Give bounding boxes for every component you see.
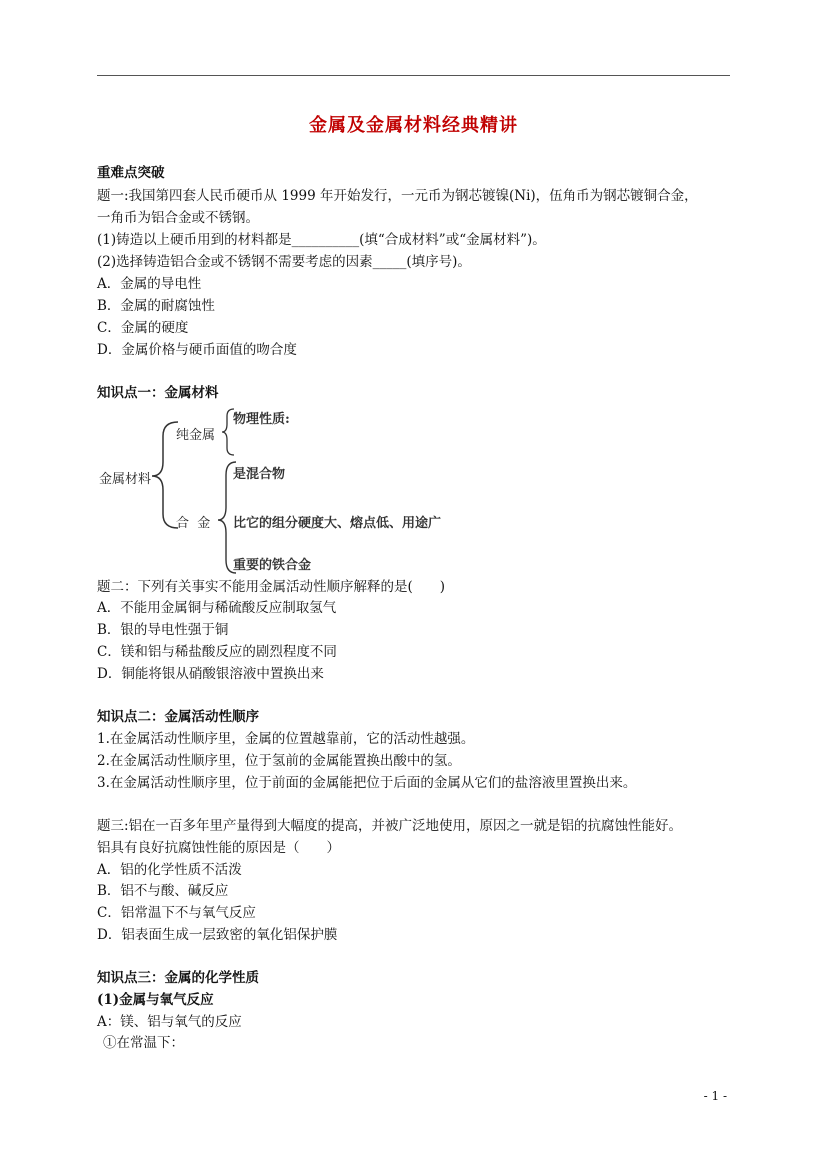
page-number: - 1 - bbox=[703, 1089, 727, 1103]
q1-option-d: D．金属价格与硬币面值的吻合度 bbox=[97, 342, 297, 358]
q3-option-a: A．铝的化学性质不活泼 bbox=[97, 862, 242, 878]
activity-rule-1: 1.在金属活动性顺序里，金属的位置越靠前，它的活动性越强。 bbox=[97, 731, 475, 747]
activity-rule-2: 2.在金属活动性顺序里，位于氢前的金属能置换出酸中的氢。 bbox=[97, 753, 461, 769]
q1-subquestion-1: (1)铸造以上硬币用到的材料都是__________(填“合成材料”或“金属材料”)。 bbox=[97, 232, 546, 248]
section-heading-difficulties: 重难点突破 bbox=[97, 165, 165, 181]
diagram-physical-properties: 物理性质: bbox=[233, 412, 290, 427]
diagram-root-metal-materials: 金属材料 bbox=[99, 472, 152, 487]
q2-option-a: A．不能用金属铜与稀硫酸反应制取氢气 bbox=[97, 600, 337, 616]
diagram-alloy: 合 金 bbox=[176, 516, 211, 531]
knowledge-2-heading: 知识点二：金属活动性顺序 bbox=[97, 709, 259, 725]
activity-rule-3: 3.在金属活动性顺序里，位于前面的金属能把位于后面的金属从它们的盐溶液里置换出来。 bbox=[97, 775, 637, 791]
q3-stem-line1: 题三:铝在一百多年里产量得到大幅度的提高，并被广泛地使用，原因之一就是铝的抗腐蚀性能好。 bbox=[97, 818, 683, 834]
diagram-alloy-properties: 比它的组分硬度大、熔点低、用途广 bbox=[233, 516, 442, 531]
q2-option-b: B．银的导电性强于铜 bbox=[97, 622, 229, 638]
document-title: 金属及金属材料经典精讲 bbox=[309, 115, 518, 136]
knowledge-1-heading: 知识点一：金属材料 bbox=[97, 385, 219, 401]
knowledge-3-heading: 知识点三：金属的化学性质 bbox=[97, 970, 259, 986]
q3-option-c: C．铝常温下不与氧气反应 bbox=[97, 905, 256, 921]
q2-option-d: D．铜能将银从硝酸银溶液中置换出来 bbox=[97, 666, 324, 682]
diagram-pure-metal: 纯金属 bbox=[176, 428, 216, 443]
diagram-alloy-mixture: 是混合物 bbox=[233, 467, 286, 482]
knowledge-3-line-1: ①在常温下： bbox=[103, 1035, 184, 1051]
q3-option-d: D．铝表面生成一层致密的氧化铝保护膜 bbox=[97, 927, 338, 943]
q1-option-c: C．金属的硬度 bbox=[97, 320, 189, 336]
q1-subquestion-2: (2)选择铸造铝合金或不锈钢不需要考虑的因素_____(填序号)。 bbox=[97, 254, 471, 270]
knowledge-3-line-a: A：镁、铝与氧气的反应 bbox=[97, 1014, 242, 1030]
q2-stem: 题二：下列有关事实不能用金属活动性顺序解释的是( ) bbox=[97, 579, 446, 595]
q1-option-a: A．金属的导电性 bbox=[97, 276, 202, 292]
q1-stem-line1: 题一:我国第四套人民币硬币从 1999 年开始发行，一元币为钢芯镀镍(Ni)，伍角币为钢芯镀铜合金， bbox=[97, 188, 698, 204]
diagram-iron-alloys: 重要的铁合金 bbox=[233, 558, 312, 573]
knowledge-3-subheading: (1)金属与氧气反应 bbox=[97, 992, 214, 1008]
q2-option-c: C．镁和铝与稀盐酸反应的剧烈程度不同 bbox=[97, 644, 337, 660]
q3-option-b: B．铝不与酸、碱反应 bbox=[97, 883, 229, 899]
q1-option-b: B．金属的耐腐蚀性 bbox=[97, 298, 215, 314]
q1-stem-line2: 一角币为铝合金或不锈钢。 bbox=[97, 210, 259, 226]
q3-stem-line2: 铝具有良好抗腐蚀性能的原因是（ ） bbox=[97, 840, 340, 856]
